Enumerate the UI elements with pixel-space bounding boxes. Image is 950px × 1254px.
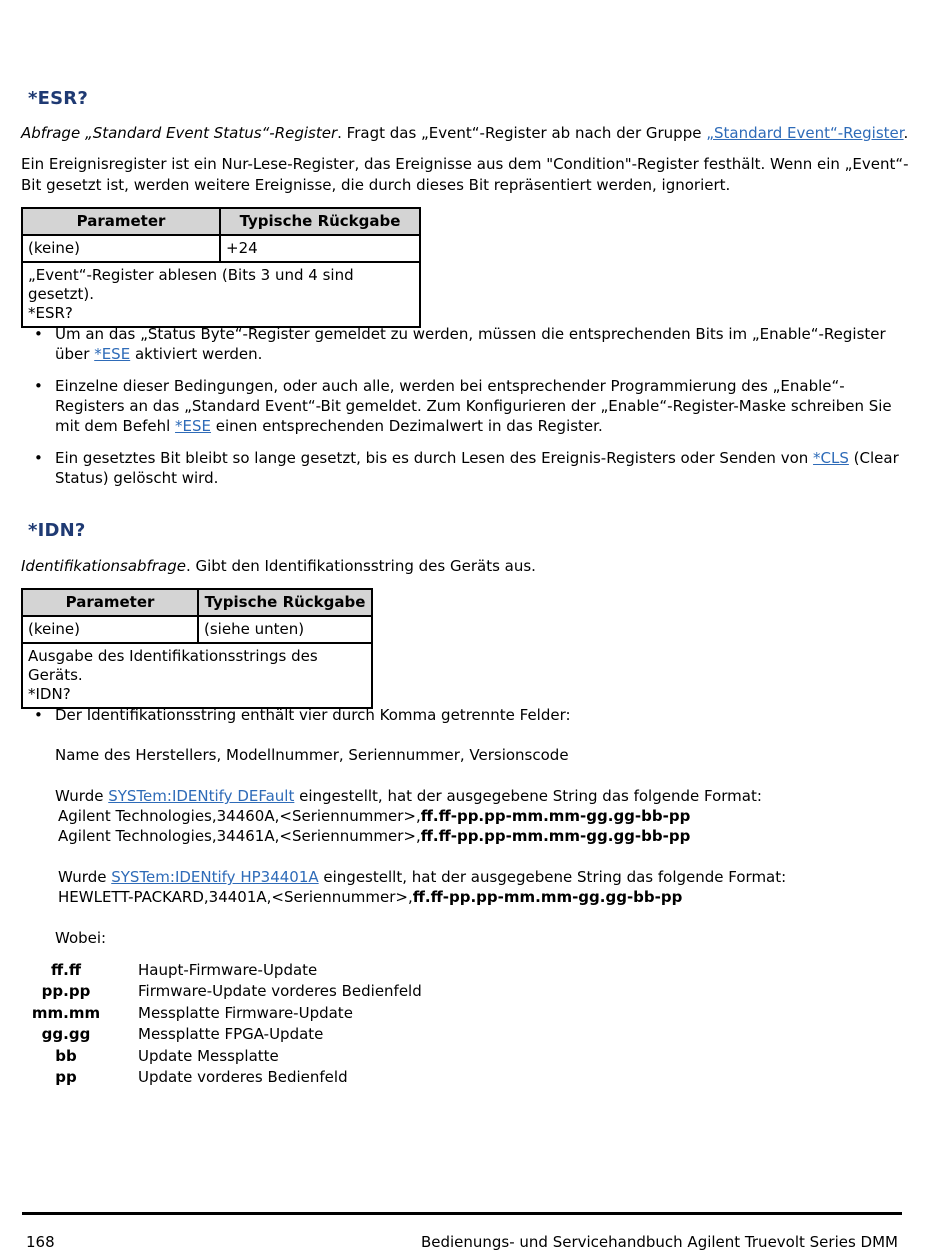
bullet-icon: • <box>34 449 43 467</box>
bullet-icon: • <box>34 706 43 724</box>
list-item <box>34 324 904 364</box>
list-item <box>34 376 904 436</box>
bullet-icon: • <box>34 325 43 343</box>
bullet-text: Einzelne dieser Bedingungen, oder auch alle, werden bei entsprechender Programmierung des „Enable“-Registers an das „Standard Event“-Bit gemeldet. Zum Konfigurieren der „Enable“-Register-Maske schreiben Sie mit dem Befehl <box>55 377 892 435</box>
bullet-icon: • <box>34 377 43 395</box>
list-item <box>34 448 904 488</box>
bullet-text: (Clear Status) gelöscht wird. <box>55 449 899 487</box>
footer-divider <box>22 1212 902 1215</box>
ese-link[interactable]: *ESE <box>175 417 212 435</box>
text: Agilent Technologies,34460A,<Seriennummer>, <box>58 807 421 825</box>
idn-intro <box>21 556 911 577</box>
manual-title: Bedienungs- und Servicehandbuch Agilent Truevolt Series DMM <box>420 1233 898 1251</box>
idn-intro-text: . Gibt den Identifikationsstring des Geräts aus. <box>185 557 536 575</box>
legend-key: ff.ff <box>51 961 81 979</box>
legend-key: pp.pp <box>41 982 91 1000</box>
legend-key: gg.gg <box>41 1025 91 1043</box>
text: Wurde <box>55 787 109 805</box>
esr-description: Ein Ereignisregister ist ein Nur-Lese-Register, das Ereignisse aus dem "Condition"-Register festhält. Wenn ein „Event“-Bit gesetzt ist, werden weitere Ereignisse, die durch dieses Bit repräsentiert werden, ignoriert. <box>21 155 909 194</box>
version-legend <box>26 960 526 1092</box>
legend-key: mm.mm <box>31 1004 101 1022</box>
idn-default-line-34461a <box>58 826 690 846</box>
text: Wurde <box>58 868 112 886</box>
esr-bullet-list <box>34 324 904 500</box>
idn-hp-desc <box>58 867 786 887</box>
esr-example <box>22 262 420 327</box>
esr-parameter-table <box>21 207 421 328</box>
idn-fields: Name des Herstellers, Modellnummer, Seriennummer, Versionscode <box>55 746 569 764</box>
idn-param-value: (keine) <box>22 616 198 643</box>
legend-value: Messplatte Firmware-Update <box>138 1004 353 1022</box>
idn-bullet-text: Der Identifikationsstring enthält vier durch Komma getrennte Felder: <box>55 706 571 724</box>
legend-value: Haupt-Firmware-Update <box>138 961 318 979</box>
legend-value: Update vorderes Bedienfeld <box>138 1068 348 1086</box>
version-code: ff.ff-pp.pp-mm.mm-gg.gg-bb-pp <box>420 827 691 845</box>
idn-example-desc: Ausgabe des Identifikationsstrings des Geräts. <box>28 647 318 684</box>
esr-return-value: +24 <box>220 235 420 262</box>
text: Agilent Technologies,34461A,<Seriennummer>, <box>58 827 421 845</box>
wobei-label: Wobei: <box>55 929 107 947</box>
esr-intro <box>21 123 911 144</box>
esr-intro-italic: Abfrage „Standard Event Status“-Register <box>21 124 338 142</box>
system-identify-default-link[interactable]: SYSTem:IDENtify DEFault <box>108 787 295 805</box>
esr-heading: *ESR? <box>28 88 88 109</box>
esr-intro-text: . Fragt das „Event“-Register ab nach der Gruppe <box>337 124 707 142</box>
bullet-text: einen entsprechenden Dezimalwert in das Register. <box>211 417 603 435</box>
idn-col-return: Typische Rückgabe <box>198 589 372 616</box>
idn-default-line-34460a <box>58 806 690 826</box>
standard-event-register-link[interactable]: „Standard Event“-Register <box>706 124 904 142</box>
version-code: ff.ff-pp.pp-mm.mm-gg.gg-bb-pp <box>420 807 691 825</box>
idn-hp-line <box>58 887 682 907</box>
text: HEWLETT-PACKARD,34401A,<Seriennummer>, <box>58 888 413 906</box>
idn-intro-italic: Identifikationsabfrage <box>21 557 186 575</box>
idn-default-desc <box>55 786 762 806</box>
bullet-text: Ein gesetztes Bit bleibt so lange gesetzt, bis es durch Lesen des Ereignis-Registers oder Senden von <box>55 449 814 467</box>
legend-key: pp <box>55 1068 77 1086</box>
version-code: ff.ff-pp.pp-mm.mm-gg.gg-bb-pp <box>412 888 683 906</box>
esr-example-command: *ESR? <box>28 304 73 322</box>
esr-example-desc: „Event“-Register ablesen (Bits 3 und 4 sind gesetzt). <box>28 266 354 303</box>
idn-heading: *IDN? <box>28 520 86 541</box>
legend-value: Update Messplatte <box>138 1047 279 1065</box>
esr-col-parameter: Parameter <box>22 208 220 235</box>
text: eingestellt, hat der ausgegebene String das folgende Format: <box>294 787 762 805</box>
bullet-text: aktiviert werden. <box>130 345 263 363</box>
ese-link[interactable]: *ESE <box>94 345 131 363</box>
esr-intro-end: . <box>903 124 909 142</box>
esr-param-value: (keine) <box>22 235 220 262</box>
idn-col-parameter: Parameter <box>22 589 198 616</box>
text: eingestellt, hat der ausgegebene String das folgende Format: <box>318 868 787 886</box>
idn-return-value: (siehe unten) <box>198 616 372 643</box>
legend-value: Firmware-Update vorderes Bedienfeld <box>138 982 422 1000</box>
legend-value: Messplatte FPGA-Update <box>138 1025 324 1043</box>
page-number: 168 <box>26 1233 55 1251</box>
esr-col-return: Typische Rückgabe <box>220 208 420 235</box>
idn-example <box>22 643 372 708</box>
idn-parameter-table <box>21 588 373 709</box>
idn-example-command: *IDN? <box>28 685 71 703</box>
bullet-text: Um an das „Status Byte“-Register gemeldet zu werden, müssen die entsprechenden Bits im „Enable“-Register über <box>55 325 886 363</box>
legend-key: bb <box>55 1047 77 1065</box>
cls-link[interactable]: *CLS <box>813 449 849 467</box>
system-identify-hp34401a-link[interactable]: SYSTem:IDENtify HP34401A <box>111 868 319 886</box>
